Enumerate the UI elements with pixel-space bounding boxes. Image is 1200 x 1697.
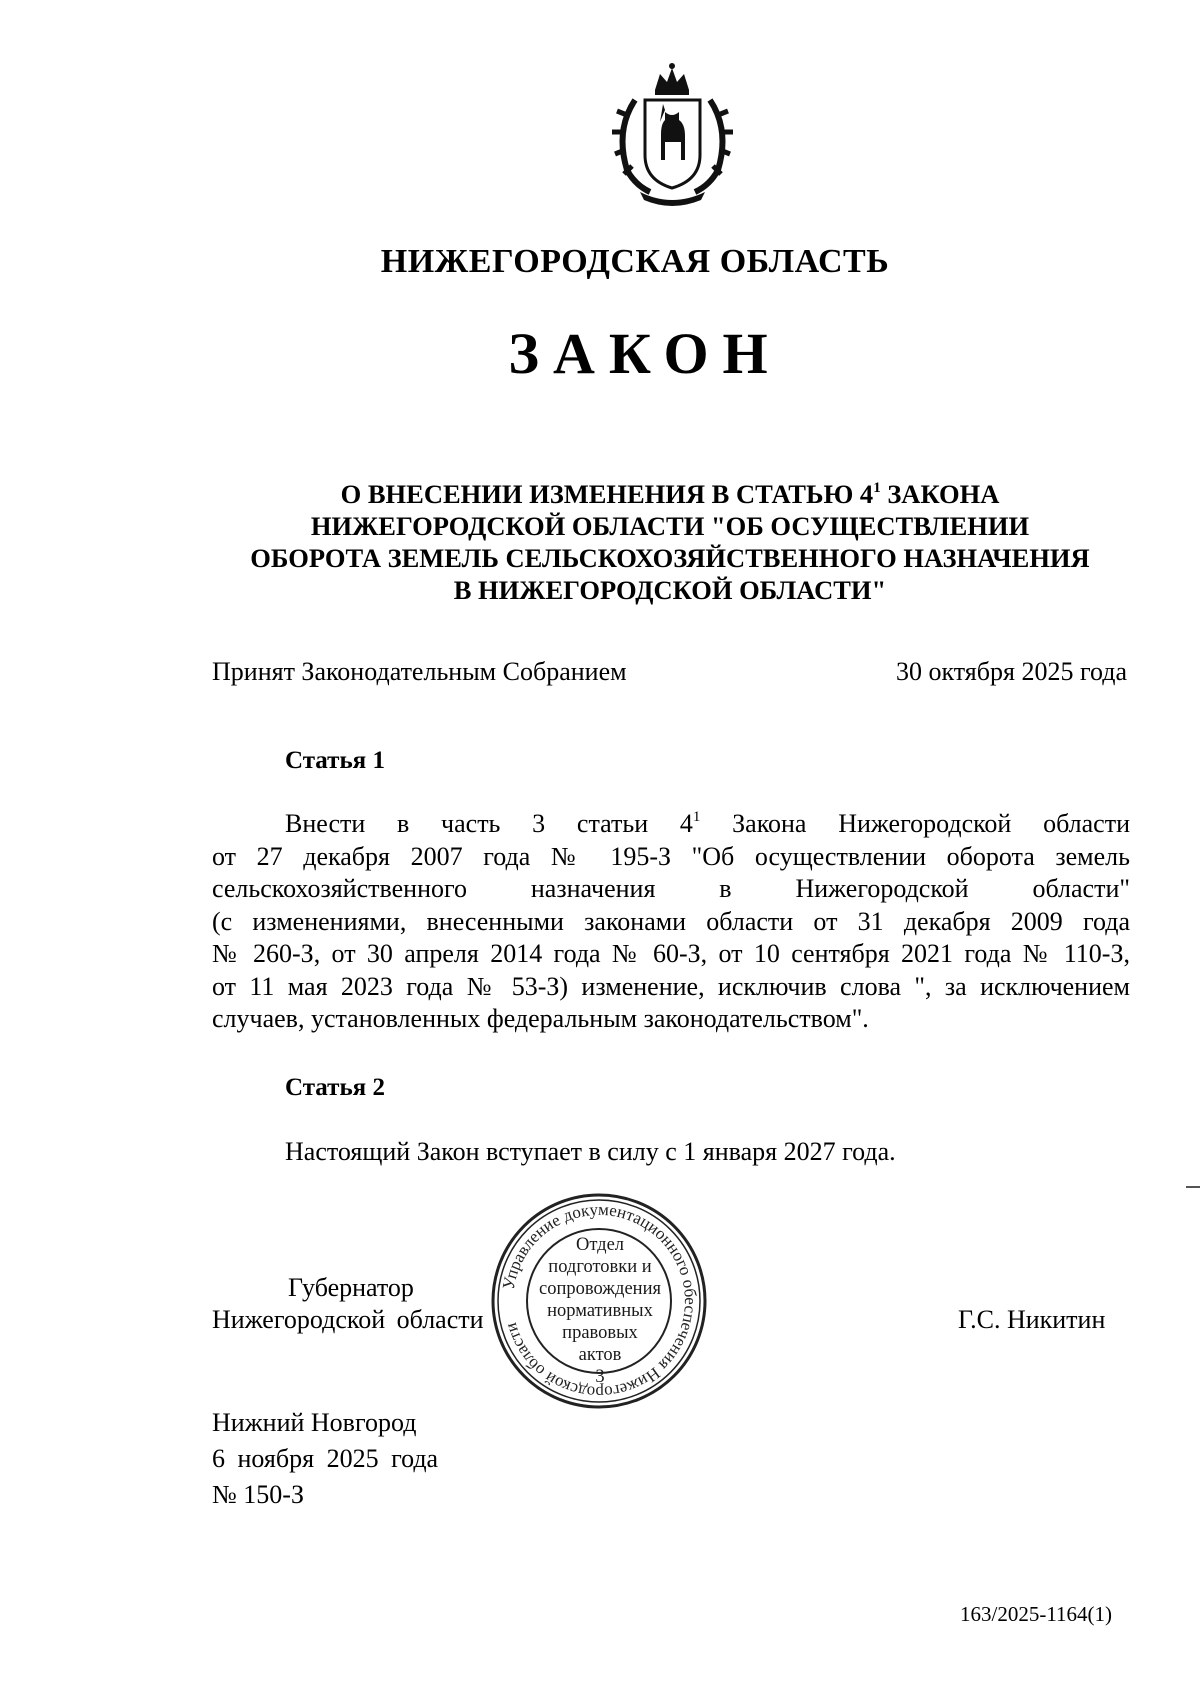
article-1-line: от 27 декабря 2007 года № 195-З "Об осуществлении оборота земель bbox=[212, 841, 1130, 871]
adoption-label: Принят Законодательным Собранием bbox=[212, 657, 627, 686]
signatory-title-line-1: Губернатор bbox=[288, 1273, 414, 1302]
law-number: № 150-З bbox=[212, 1480, 304, 1509]
article-2-heading: Статья 2 bbox=[285, 1074, 385, 1101]
stamp-inner-text: Отдел подготовки и сопровождения нормативных правовых актов 3 bbox=[539, 1235, 661, 1387]
article-1-line: от 11 мая 2023 года № 53-З) изменение, исключив слова ", за исключением bbox=[212, 971, 1130, 1001]
article-2-text: Настоящий Закон вступает в силу с 1 января 2027 года. bbox=[285, 1137, 896, 1166]
article-1-line: № 260-З, от 30 апреля 2014 года № 60-З, от 10 сентября 2021 года № 110-З, bbox=[212, 939, 1130, 968]
signing-date: 6 ноября 2025 года bbox=[212, 1444, 439, 1473]
article-1-line: Внести в часть 3 статьи $4^1$ Закона Нижегородской области bbox=[285, 809, 1130, 838]
signing-city: Нижний Новгород bbox=[212, 1408, 417, 1437]
article-1-line: сельскохозяйственного назначения в Нижегородской области" bbox=[212, 874, 1130, 903]
region-heading: НИЖЕГОРОДСКАЯ ОБЛАСТЬ bbox=[380, 243, 890, 280]
document-type-heading: ЗАКОН bbox=[508, 321, 782, 386]
article-1-text bbox=[212, 808, 1130, 1036]
adoption-date: 30 октября 2025 года bbox=[896, 657, 1127, 686]
law-title-line: НИЖЕГОРОДСКОЙ ОБЛАСТИ "ОБ ОСУЩЕСТВЛЕНИИ bbox=[310, 511, 1030, 541]
adoption-row bbox=[212, 657, 1127, 687]
signing-place-block bbox=[212, 1405, 438, 1513]
article-1-heading: Статья 1 bbox=[285, 747, 385, 774]
document-code: 163/2025-1164(1) bbox=[960, 1602, 1113, 1626]
article-1-line: случаев, установленных федеральным законодательством". bbox=[212, 1004, 869, 1033]
coat-of-arms-emblem bbox=[605, 60, 740, 210]
stamp-ring-text: Управление документационного обеспечения Нижегородской области bbox=[498, 1199, 701, 1403]
article-1-line: (с изменениями, внесенными законами области от 31 декабря 2009 года bbox=[212, 906, 1130, 936]
law-title-line: О ВНЕСЕНИИ ИЗМЕНЕНИЯ В СТАТЬЮ $4^1$ ЗАКОНА bbox=[340, 479, 1000, 509]
scan-edge-mark bbox=[1186, 1186, 1200, 1188]
law-title-line: В НИЖЕГОРОДСКОЙ ОБЛАСТИ" bbox=[453, 575, 887, 605]
law-title-line: ОБОРОТА ЗЕМЕЛЬ СЕЛЬСКОХОЗЯЙСТВЕННОГО НАЗНАЧЕНИЯ bbox=[250, 543, 1090, 573]
law-title bbox=[190, 478, 1150, 606]
signatory-name: Г.С. Никитин bbox=[958, 1305, 1106, 1334]
signatory-title-line-2: Нижегородской области bbox=[212, 1305, 484, 1334]
